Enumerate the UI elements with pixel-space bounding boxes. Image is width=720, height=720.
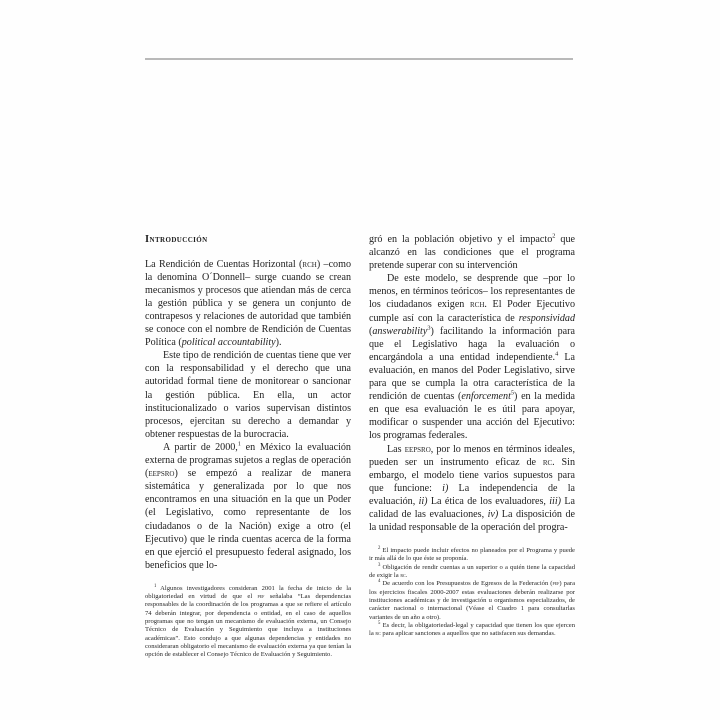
text-run: ) para los ejercicios fiscales 2000-2007 estas evaluaciones deberán realizarse por instituciones académicas y de investigación u organismos especializados, de carácter nacional o internacional (Véase el Cuadro 1 para consultarlas variantes de un año a otro). <box>369 580 575 621</box>
text-run: Las <box>387 443 405 455</box>
abbreviation: rch <box>302 258 317 270</box>
text-run: Este tipo de rendición de cuentas tiene que ver con la responsabilidad y el derecho que una autoridad formal tiene de monitorear o sancionar la gestión pública. En ella, un actor institucionalizado o varios supervisan distintos procesos, ejercitan su derecho a demandar y obtener respuestas de la burocracia. <box>145 350 351 440</box>
text-run: De este modelo, se desprende que –por lo menos, en términos teóricos– los representantes de los ciudadanos exigen <box>369 273 575 311</box>
text-run: La disposición de la unidad responsable de la operación del progra- <box>369 508 576 534</box>
footnote-marker: 1 <box>154 583 157 589</box>
text-run: La Rendición de Cuentas Horizontal ( <box>145 258 303 270</box>
page-title: Introducción <box>145 234 208 245</box>
abbreviation: rc <box>542 456 553 468</box>
emphasis-term: iii) <box>549 495 562 507</box>
text-run: en México la evaluación externa de programas sujetos a reglas de operación ( <box>145 441 351 480</box>
text-run: . El Poder Ejecutivo cumple así con la característica de <box>369 299 575 324</box>
footnote-reference[interactable]: 1 <box>237 440 241 448</box>
text-run: que alcanzó en las condiciones que el programa pretende superar con su intervención <box>369 234 575 272</box>
footnote-marker: 4 <box>378 579 381 585</box>
body-paragraph <box>145 441 351 572</box>
text-run: gró en la población objetivo y el impacto <box>369 234 553 245</box>
footnote <box>369 564 575 581</box>
footnote-marker: 2 <box>378 545 381 551</box>
body-paragraph <box>145 258 351 350</box>
footnote-reference[interactable]: 3 <box>427 324 431 332</box>
right-column-body <box>369 233 575 534</box>
abbreviation: eepsro <box>404 443 431 455</box>
abbreviation: rch <box>469 299 485 311</box>
abbreviation: rc <box>375 630 381 638</box>
text-run: ) –como la denomina O´Donnell– surge cuando se crean mecanismos y procesos que atiendan más de cerca la gestión pública y se genera un conjunto de contrapesos y relaciones de autoridad que también se conoce con el nombre de Rendición de Cuentas Política ( <box>145 258 352 349</box>
footnote-marker: 5 <box>378 620 381 626</box>
emphasis-term: responsividad <box>518 312 575 324</box>
emphasis-term: political accountability <box>181 337 276 349</box>
text-run: Es decir, la obligatoriedad-legal y capacidad que tienen los que ejercen la <box>369 621 575 638</box>
left-column-footnotes <box>145 585 351 660</box>
text-run: ( <box>369 325 373 337</box>
text-run: Obligación de rendir cuentas a un superior o a quién tiene la capacidad de exigir la <box>369 563 575 580</box>
body-paragraph <box>145 349 351 441</box>
footnote-marker: 3 <box>378 562 381 568</box>
two-column-text-block <box>145 233 575 660</box>
abbreviation: eepsro <box>148 468 175 480</box>
text-run: La ética de los evaluadores, <box>427 495 550 507</box>
text-run: De acuerdo con los Presupuestos de Egresos de la Federación ( <box>380 580 553 588</box>
text-run: . <box>405 572 408 580</box>
body-paragraph <box>369 272 575 442</box>
text-run: El impacto puede incluir efectos no planeados por el Programa y puede ir más allá de lo que éste se proponía. <box>369 547 575 563</box>
left-column-body <box>145 258 351 572</box>
emphasis-term: iv) <box>487 508 499 520</box>
body-paragraph <box>369 233 575 272</box>
body-paragraph <box>369 443 575 535</box>
right-column <box>369 233 575 660</box>
text-run: La independencia de la evaluación, <box>369 482 575 507</box>
right-column-footnotes <box>369 547 575 638</box>
footnote <box>369 622 575 639</box>
emphasis-term: i) <box>442 482 449 494</box>
footnote <box>369 547 575 564</box>
text-run: ) facilitando la información para que el Legislativo haga la evaluación o encargándola a una entidad independiente. <box>369 325 575 363</box>
text-run: A partir de 2000, <box>163 441 238 453</box>
emphasis-term: enforcement <box>461 391 511 403</box>
footnote <box>369 580 575 621</box>
text-run: para aplicar sanciones a aquellos que no satisfacen sus demandas. <box>380 630 556 638</box>
text-run: ). <box>275 337 282 349</box>
text-run: . Sin embargo, el modelo tiene varios supuestos para que funcione: <box>369 456 575 494</box>
footnote-reference[interactable]: 5 <box>510 389 515 397</box>
footnote-reference[interactable]: 4 <box>555 350 559 358</box>
text-run: ) se empezó a realizar de manera sistemática y generalizada por lo que nos encontramos en una situación en la que un Poder (el Legislativo, como representante de los ciudadanos o de la Nación) exige a otro (el Ejecutivo) que le rinda cuentas acerca de la forma en que ejerció el presupuesto federal asignado, los beneficios que lo- <box>145 468 351 571</box>
text-run: ) en la medida en que esa evaluación le es útil para apoyar, modificar o suspender una acción del Ejecutivo: los programas federales. <box>369 391 575 442</box>
header-rule <box>145 58 573 60</box>
text-run: , por lo menos en términos ideales, pueden ser un instrumento eficaz de <box>369 443 575 468</box>
text-run: La evaluación, en manos del Poder Legislativo, sirve para que se cumpla la otra característica de la rendición de cuentas ( <box>369 351 575 403</box>
emphasis-term: answerability <box>372 325 428 337</box>
text-run: La calidad de las evaluaciones, <box>369 495 576 520</box>
text-run: señalaba “Las dependencias responsables de la coordinación de los programas a que se refiere el artículo 74 deberán integrar, por dependencia o entidad, en el caso de aquellos programas que no tengan un mecanismo de evaluación externa, un Consejo Técnico de Evaluación y Seguimiento que incluya a instituciones académicas”. Esto condujo a que algunas dependencias y entidades no consideraran obligatorio el mecanismo de evaluación externa ya que tenían la opción de establecer el Consejo Técnico de Evaluación y Seguimiento. <box>145 593 352 659</box>
abbreviation: pef <box>257 593 265 601</box>
text-run: Algunos investigadores consideran 2001 la fecha de inicio de la obligatoriedad en virtud de que el <box>145 584 351 601</box>
emphasis-term: ii) <box>418 495 428 507</box>
left-column <box>145 233 351 660</box>
abbreviation: pef <box>552 580 560 588</box>
footnote <box>145 585 351 660</box>
abbreviation: rc <box>400 572 406 580</box>
footnote-reference[interactable]: 2 <box>552 232 556 240</box>
